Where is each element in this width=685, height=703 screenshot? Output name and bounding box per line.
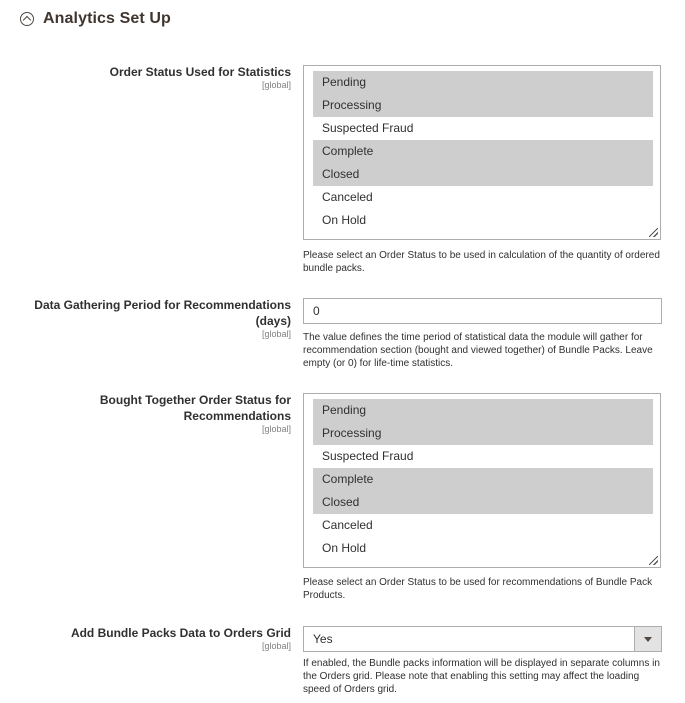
data-period-note: The value defines the time period of statistical data the module will gather for recommendation section (bought and viewed together) of Bundle Packs. Leave empty (or 0) for life-time statistics.: [303, 332, 653, 369]
add-to-grid-label-group: [71, 625, 291, 652]
order-status-label-group: [110, 64, 291, 91]
order-status-multiselect[interactable]: [303, 65, 661, 240]
status-option[interactable]: Pending: [313, 399, 653, 422]
status-option[interactable]: Suspected Fraud: [322, 449, 414, 463]
add-to-grid-label: Add Bundle Packs Data to Orders Grid: [70, 626, 291, 640]
status-option[interactable]: Closed: [313, 491, 653, 514]
bought-together-multiselect[interactable]: [303, 393, 661, 568]
add-to-grid-selected-value: Yes: [313, 632, 333, 646]
data-period-scope: [global]: [261, 329, 291, 339]
collapse-icon[interactable]: [20, 12, 34, 26]
order-status-label: Order Status Used for Statistics: [109, 65, 291, 79]
bought-together-label-line1: Bought Together Order Status for: [99, 393, 291, 407]
status-option[interactable]: Closed: [313, 163, 653, 186]
status-option[interactable]: Suspected Fraud: [322, 121, 414, 135]
status-option[interactable]: Processing: [313, 422, 653, 445]
order-status-scope: [global]: [261, 80, 291, 90]
data-period-label-line2: (days): [255, 314, 291, 328]
bought-together-label-group: [100, 392, 291, 435]
add-to-grid-scope: [global]: [261, 641, 291, 651]
add-to-grid-select[interactable]: [303, 626, 662, 652]
status-option[interactable]: Complete: [313, 140, 653, 163]
chevron-down-icon[interactable]: [634, 627, 661, 651]
bought-together-scope: [global]: [261, 424, 291, 434]
resize-handle-icon[interactable]: [649, 556, 658, 565]
data-period-input[interactable]: [303, 298, 662, 324]
bought-together-label-line2: Recommendations: [183, 409, 291, 423]
section-title: Analytics Set Up: [43, 10, 171, 27]
status-option[interactable]: Complete: [313, 468, 653, 491]
status-option[interactable]: Processing: [313, 94, 653, 117]
section-header-analytics[interactable]: [20, 10, 171, 28]
status-option[interactable]: On Hold: [322, 213, 367, 227]
data-period-label-line1: Data Gathering Period for Recommendations: [34, 298, 291, 312]
add-to-grid-note: If enabled, the Bundle packs information will be displayed in separate columns in the Orders grid. Please note that enabling this setting may affect the loading speed of Orders grid.: [303, 658, 660, 695]
data-period-label-group: [34, 297, 291, 340]
status-option[interactable]: Canceled: [322, 190, 373, 204]
status-option[interactable]: Canceled: [322, 518, 373, 532]
status-option[interactable]: On Hold: [322, 541, 367, 555]
order-status-note: Please select an Order Status to be used in calculation of the quantity of ordered bundle packs.: [303, 250, 660, 274]
bought-together-note: Please select an Order Status to be used for recommendations of Bundle Pack Products.: [303, 577, 653, 601]
status-option[interactable]: Pending: [313, 71, 653, 94]
resize-handle-icon[interactable]: [649, 228, 658, 237]
